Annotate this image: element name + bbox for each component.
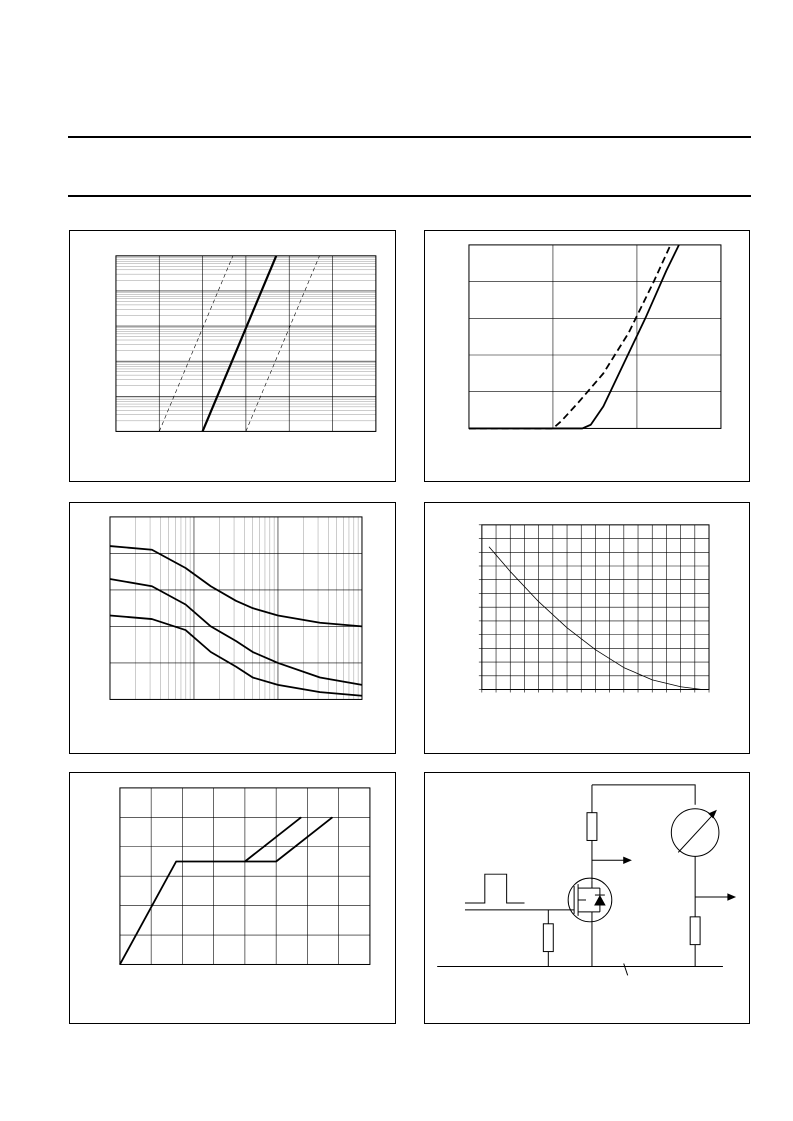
log-grid-chart [70,231,395,481]
body-diode [595,896,605,905]
figure-panel-threshold [424,230,750,482]
gate-charge-chart [70,773,395,1023]
series-line-2 [469,245,679,429]
drain-arrow-head [624,857,631,863]
capacitance-chart [70,503,395,753]
figure-panel-capacitance [69,502,396,754]
figure-panel-gate-charge [69,772,396,1024]
series-line-2 [245,817,333,861]
meter-arrow [678,815,713,853]
header-rule-bottom [68,195,751,197]
meter-arrow-head [709,811,716,818]
series-line-3 [110,616,362,696]
test-circuit-diagram [425,773,749,1023]
mosfet-symbol [568,878,612,922]
series-line-1 [159,256,233,432]
plot-frame [110,517,362,700]
series-line-2 [110,579,362,685]
series-line-2 [203,256,277,432]
decay-chart [425,503,749,753]
supply-wire [592,785,695,805]
series-line-1 [120,817,301,964]
drain-resistor [587,813,597,841]
output-arrow-head [728,894,735,900]
load-resistor [690,917,700,945]
header-rule-top [68,136,751,138]
plot-frame [469,245,721,429]
series-line-3 [246,256,320,432]
input-pulse [465,874,525,903]
threshold-chart [425,231,749,481]
gate-resistor [543,924,553,952]
figure-panel-test-circuit [424,772,750,1024]
ground-tick [624,963,628,975]
figure-panel-log-grid [69,230,396,482]
series-line-1 [469,245,671,429]
figure-panel-decay [424,502,750,754]
